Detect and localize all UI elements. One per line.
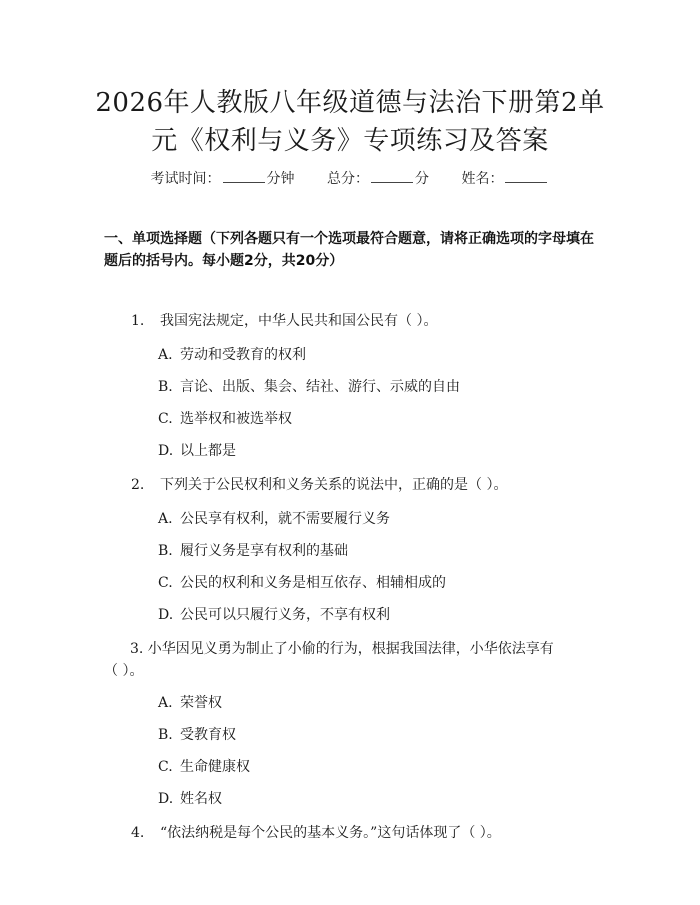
option-text: 以上都是 [180, 443, 236, 459]
name-label: 姓名： [461, 171, 504, 187]
option-2d [158, 604, 390, 626]
question-number: 1. [131, 313, 145, 329]
option-text: 姓名权 [180, 791, 222, 807]
question-text: “依法纳税是每个公民的基本义务。”这句话体现了（ ）。 [160, 825, 501, 841]
option-text: 劳动和受教育的权利 [180, 347, 306, 363]
option-letter: D. [158, 443, 174, 459]
option-text: 受教育权 [180, 727, 236, 743]
name-blank [505, 168, 547, 183]
section-heading: 一、单项选择题（下列各题只有一个选项最符合题意，请将正确选项的字母填在题后的括号内。每小题2分，共20分） [104, 231, 594, 269]
option-text: 履行义务是享有权利的基础 [180, 543, 348, 559]
option-text: 公民的权利和义务是相互依存、相辅相成的 [180, 575, 446, 591]
option-text: 选举权和被选举权 [180, 411, 292, 427]
option-letter: A. [158, 695, 173, 711]
option-text: 公民享有权利，就不需要履行义务 [180, 511, 390, 527]
option-letter: B. [158, 379, 173, 395]
exam-time-label: 考试时间： [150, 171, 221, 187]
option-letter: C. [158, 759, 173, 775]
total-score-blank [371, 168, 413, 183]
option-letter: C. [158, 575, 173, 591]
exam-time-unit: 分钟 [266, 171, 295, 187]
option-text: 荣誉权 [180, 695, 222, 711]
option-letter: D. [158, 791, 174, 807]
title-line-2: 元《权利与义务》专项练习及答案 [151, 126, 549, 156]
question-3 [104, 638, 604, 682]
question-text: 下列关于公民权利和义务关系的说法中，正确的是（ ）。 [160, 477, 508, 493]
option-1a [158, 344, 306, 366]
option-2c [158, 572, 446, 594]
option-3d [158, 788, 222, 810]
question-number: 2. [131, 477, 145, 493]
option-3b [158, 724, 236, 746]
option-text: 言论、出版、集会、结社、游行、示威的自由 [180, 379, 460, 395]
option-letter: B. [158, 727, 173, 743]
option-2b [158, 540, 348, 562]
option-3c [158, 756, 250, 778]
exam-time-blank [223, 168, 265, 183]
total-score-label: 总分： [327, 171, 369, 187]
exam-info [0, 168, 700, 189]
question-number: 4. [131, 825, 145, 841]
question-text-continued: （ ）。 [104, 663, 144, 679]
name-field [461, 168, 549, 189]
title-line-1: 2026年人教版八年级道德与法治下册第2单 [95, 88, 605, 118]
total-score-unit: 分 [415, 171, 429, 187]
question-text: 3. 小华因见义勇为制止了小偷的行为，根据我国法律，小华依法享有 [130, 641, 554, 657]
option-2a [158, 508, 390, 530]
option-text: 公民可以只履行义务，不享有权利 [180, 607, 390, 623]
total-score-field [327, 168, 429, 189]
page-title [40, 84, 660, 160]
exam-time-field [151, 168, 295, 189]
option-letter: A. [158, 511, 173, 527]
option-1b [158, 376, 460, 398]
option-letter: B. [158, 543, 173, 559]
option-text: 生命健康权 [180, 759, 250, 775]
option-1d [158, 440, 236, 462]
option-1c [158, 408, 292, 430]
question-text: 我国宪法规定，中华人民共和国公民有（ ）。 [160, 313, 438, 329]
option-letter: D. [158, 607, 174, 623]
option-3a [158, 692, 222, 714]
option-letter: C. [158, 411, 173, 427]
option-letter: A. [158, 347, 173, 363]
